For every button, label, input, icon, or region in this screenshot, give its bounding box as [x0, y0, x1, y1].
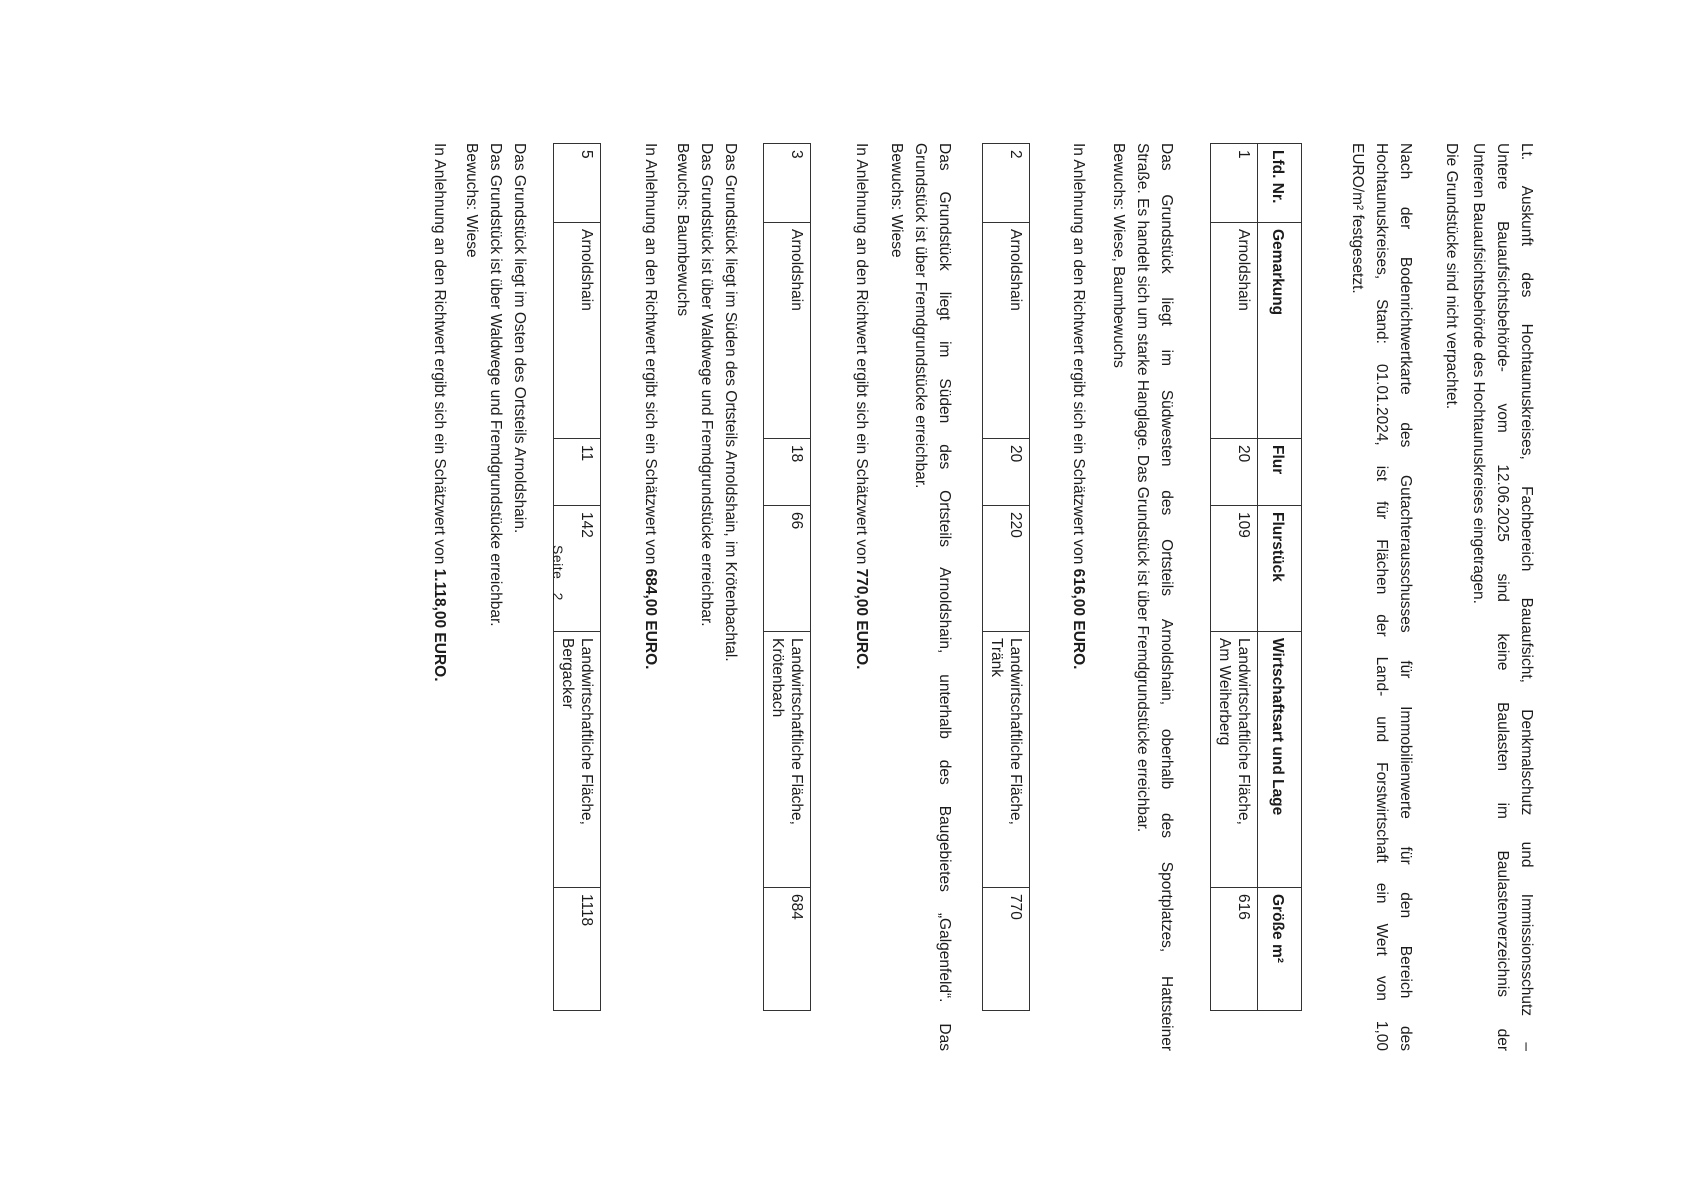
cell-nr: 2: [983, 144, 1030, 223]
cell-wirtschaftsart: [764, 632, 811, 888]
estimate-prefix: In Anlehnung an den Richtwert ergibt sich ein Schätzwert von: [642, 143, 659, 569]
cell-nr: 1: [1211, 144, 1258, 223]
description-line: Bewuchs: Baumbewuchs: [674, 143, 691, 317]
description-line: Bewuchs: Wiese, Baumbewuchs: [1110, 143, 1127, 368]
parcel-table-1: [1210, 143, 1302, 1011]
description-2: [884, 143, 956, 1051]
parcel-table-3: [763, 143, 811, 1011]
verpachtet-text: Die Grundstücke sind nicht verpachtet.: [1443, 143, 1460, 410]
estimate-4: [427, 143, 451, 1051]
bodenrichtwert-paragraph: [1345, 143, 1417, 1051]
cell-lage: Tränk: [988, 638, 1005, 678]
cell-flurstueck: 66: [764, 506, 811, 632]
cell-art: Landwirtschaftliche Fläche,: [578, 638, 595, 825]
description-4: [459, 143, 531, 1051]
header-gemarkung: Gemarkung: [1258, 223, 1302, 439]
cell-lage: Am Weiherberg: [1216, 638, 1233, 746]
cell-flurstueck: 109: [1211, 506, 1258, 632]
estimate-1: [1066, 143, 1090, 1051]
baulasten-paragraph: [1466, 143, 1538, 1051]
cell-art: Landwirtschaftliche Fläche,: [1235, 638, 1252, 825]
bodenrichtwert-line: Nach der Bodenrichtwertkarte des Gutachterausschusses für Immobilienwerte für den Bereich des: [1397, 143, 1414, 1051]
baulasten-line: Lt. Auskunft des Hochtaunuskreises, Fachbereich Bauaufsicht, Denkmalschutz und Immissionsschutz –: [1518, 143, 1535, 1051]
table-row: [1211, 144, 1258, 1011]
header-lfd-nr: Lfd. Nr.: [1258, 144, 1302, 223]
description-line: Bewuchs: Wiese: [888, 143, 905, 258]
cell-art: Landwirtschaftliche Fläche,: [1007, 638, 1024, 825]
cell-wirtschaftsart: [554, 632, 601, 888]
cell-flur: 20: [983, 439, 1030, 506]
cell-groesse: 1118: [554, 888, 601, 1011]
description-line: Grundstück ist über Fremdgrundstücke erreichbar.: [912, 143, 929, 489]
description-line: Das Grundstück liegt im Südwesten des Ortsteils Arnoldshain, oberhalb des Sportplatzes, Hattsteiner: [1158, 143, 1175, 1051]
bodenrichtwert-line: Hochtaunuskreises, Stand: 01.01.2024, ist für Flächen der Land- und Forstwirtschaft ein Wert von 1,00: [1373, 143, 1390, 1051]
cell-lage: Bergacker: [559, 638, 576, 709]
cell-gemarkung: Arnoldshain: [983, 223, 1030, 439]
header-flurstueck: Flurstück: [1258, 506, 1302, 632]
verpachtet-paragraph: [1439, 143, 1463, 1051]
estimate-value: 1.118,00 EURO.: [431, 568, 448, 682]
estimate-3: [638, 143, 662, 1051]
estimate-prefix: In Anlehnung an den Richtwert ergibt sich ein Schätzwert von: [431, 143, 448, 569]
description-line: Das Grundstück liegt im Süden des Ortsteils Arnoldshain, im Krötenbachtal.: [722, 143, 739, 662]
baulasten-line: Unteren Bauaufsichtsbehörde des Hochtaunuskreises eingetragen.: [1470, 143, 1487, 604]
bodenrichtwert-line: EURO/m² festgesetzt.: [1349, 143, 1366, 294]
cell-gemarkung: Arnoldshain: [554, 223, 601, 439]
header-groesse: Größe m²: [1258, 888, 1302, 1011]
cell-lage: Krötenbach: [769, 638, 786, 718]
cell-wirtschaftsart: [983, 632, 1030, 888]
cell-nr: 3: [764, 144, 811, 223]
cell-gemarkung: Arnoldshain: [1211, 223, 1258, 439]
table-row: [764, 144, 811, 1011]
cell-gemarkung: Arnoldshain: [764, 223, 811, 439]
header-wirtschaftsart: Wirtschaftsart und Lage: [1258, 632, 1302, 888]
estimate-value: 770,00 EURO.: [853, 568, 870, 670]
page-value: 2: [550, 592, 566, 601]
cell-art: Landwirtschaftliche Fläche,: [788, 638, 805, 825]
description-line: Das Grundstück liegt im Osten des Ortsteils Arnoldshain.: [511, 143, 528, 534]
table-row: [983, 144, 1030, 1011]
parcel-table-2: [982, 143, 1030, 1011]
page-label: Seite: [550, 545, 566, 580]
table-header-row: [1258, 144, 1302, 1011]
header-flur: Flur: [1258, 439, 1302, 506]
estimate-prefix: In Anlehnung an den Richtwert ergibt sich ein Schätzwert von: [853, 143, 870, 569]
cell-nr: 5: [554, 144, 601, 223]
cell-flur: 20: [1211, 439, 1258, 506]
cell-flur: 11: [554, 439, 601, 506]
baulasten-line: Untere Bauaufsichtsbehörde- vom 12.06.2025 sind keine Baulasten im Baulastenverzeichnis der: [1494, 143, 1511, 1051]
cell-groesse: 684: [764, 888, 811, 1011]
page-number: [546, 545, 570, 601]
cell-wirtschaftsart: [1211, 632, 1258, 888]
estimate-value: 616,00 EURO.: [1070, 568, 1087, 670]
cell-flurstueck: 142: [554, 506, 601, 632]
cell-flur: 18: [764, 439, 811, 506]
cell-flurstueck: 220: [983, 506, 1030, 632]
estimate-value: 684,00 EURO.: [642, 568, 659, 670]
description-1: [1106, 143, 1178, 1051]
description-line: Straße. Es handelt sich um starke Hanglage. Das Grundstück ist über Fremdgrundstücke erreichbar.: [1134, 143, 1151, 833]
estimate-2: [849, 143, 873, 1051]
estimate-prefix: In Anlehnung an den Richtwert ergibt sich ein Schätzwert von: [1070, 143, 1087, 569]
description-line: Das Grundstück liegt im Süden des Ortsteils Arnoldshain, unterhalb des Baugebietes „Galgenfeld“. Das: [936, 143, 953, 1051]
description-line: Das Grundstück ist über Waldwege und Fremdgrundstücke erreichbar.: [698, 143, 715, 627]
cell-groesse: 770: [983, 888, 1030, 1011]
description-line: Das Grundstück ist über Waldwege und Fremdgrundstücke erreichbar.: [487, 143, 504, 627]
description-3: [670, 143, 742, 1051]
cell-groesse: 616: [1211, 888, 1258, 1011]
description-line: Bewuchs: Wiese: [463, 143, 480, 258]
